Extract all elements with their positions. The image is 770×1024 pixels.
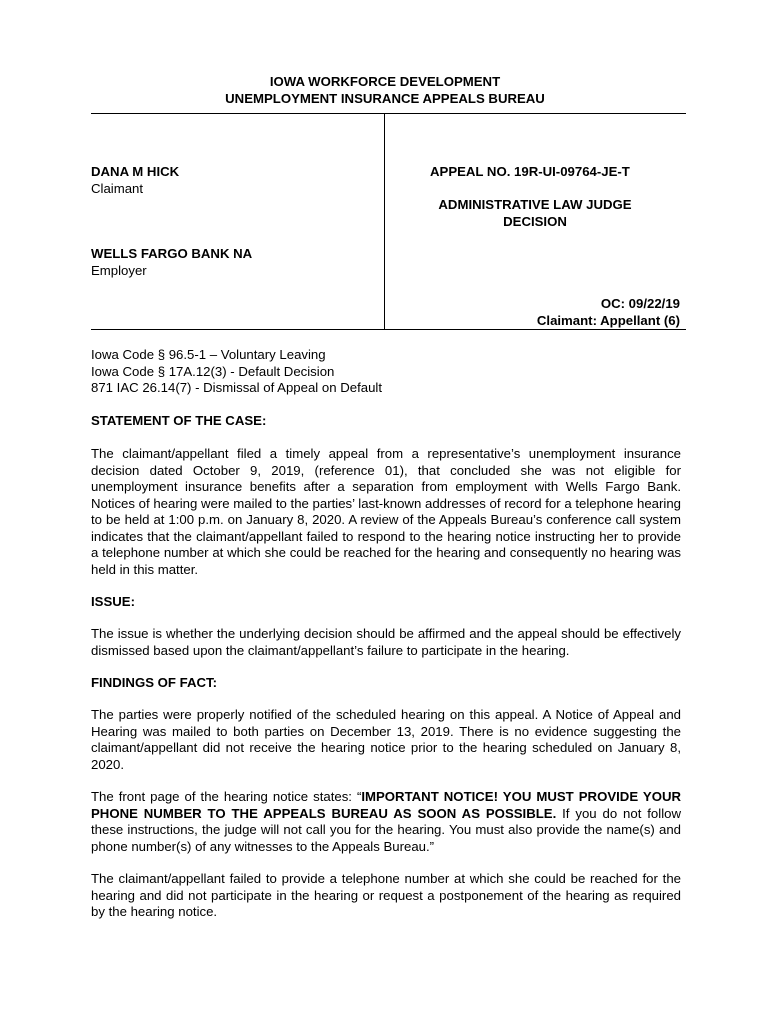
findings-paragraph-2-intro: The front page of the hearing notice states: “ [91, 789, 362, 804]
findings-paragraph-3: The claimant/appellant failed to provide a telephone number at which she could be reached for the hearing and did not participate in the hearing or request a postponement of the hearing as required by the hearing notice. [91, 871, 681, 919]
findings-paragraph-2 [91, 789, 681, 855]
issue-heading: ISSUE: [91, 594, 135, 609]
findings-paragraph-1: The parties were properly notified of the scheduled hearing on this appeal. A Notice of Appeal and Hearing was mailed to both parties on December 13, 2019. There is no evidence suggesting the claimant/appellant did not receive the hearing notice prior to the hearing scheduled on January 8, 2020. [91, 707, 681, 772]
code-citation: 871 IAC 26.14(7) - Dismissal of Appeal on Default [91, 380, 383, 395]
findings-paragraph-2-rest: If you do not follow these instructions, the judge will not call you for the hearing. You must also provide the name(s) and phone number(s) of any witnesses to the Appeals Bureau.” [91, 805, 681, 854]
statement-paragraph: The claimant/appellant filed a timely appeal from a representative’s unemployment insurance decision dated October 9, 2019, (reference 01), that concluded she was not eligible for unemployment insurance benefits after a separation from employment with Wells Fargo Bank. Notices of hearing were mailed to the parties’ last-known addresses of record for a telephone hearing to be held at 1:00 p.m. on January 8, 2020. A review of the Appeals Bureau’s conference call system indicates that the claimant/appellant failed to respond to the hearing notice instructing her to provide a telephone number at which she could be reached for the hearing and consequently no hearing was held in this matter. [91, 446, 681, 577]
employer-name: WELLS FARGO BANK NA [91, 246, 253, 261]
header-divider [384, 113, 385, 329]
employer-role: Employer [91, 263, 147, 278]
decision-title-line2: DECISION [503, 214, 567, 229]
statement-heading: STATEMENT OF THE CASE: [91, 413, 267, 428]
decision-title-line1: ADMINISTRATIVE LAW JUDGE [438, 197, 632, 212]
claimant-role: Claimant [91, 181, 144, 196]
findings-heading: FINDINGS OF FACT: [91, 675, 218, 690]
header-top-rule [91, 113, 686, 114]
claimant-status: Claimant: Appellant (6) [536, 313, 680, 328]
issue-paragraph: The issue is whether the underlying decision should be affirmed and the appeal should be effectively dismissed based upon the claimant/appellant’s failure to participate in the hearing. [91, 626, 681, 658]
appeal-number: APPEAL NO. 19R-UI-09764-JE-T [430, 164, 630, 179]
code-citation: Iowa Code § 96.5-1 – Voluntary Leaving [91, 347, 326, 362]
claimant-name: DANA M HICK [91, 164, 180, 179]
bureau-name: UNEMPLOYMENT INSURANCE APPEALS BUREAU [225, 91, 545, 106]
important-notice: IMPORTANT NOTICE! YOU MUST PROVIDE YOUR PHONE NUMBER TO THE APPEALS BUREAU AS SOON AS POSSIBLE. [91, 789, 681, 821]
agency-name: IOWA WORKFORCE DEVELOPMENT [269, 74, 501, 89]
code-citation: Iowa Code § 17A.12(3) - Default Decision [91, 364, 335, 379]
oc-date: OC: 09/22/19 [600, 296, 680, 311]
